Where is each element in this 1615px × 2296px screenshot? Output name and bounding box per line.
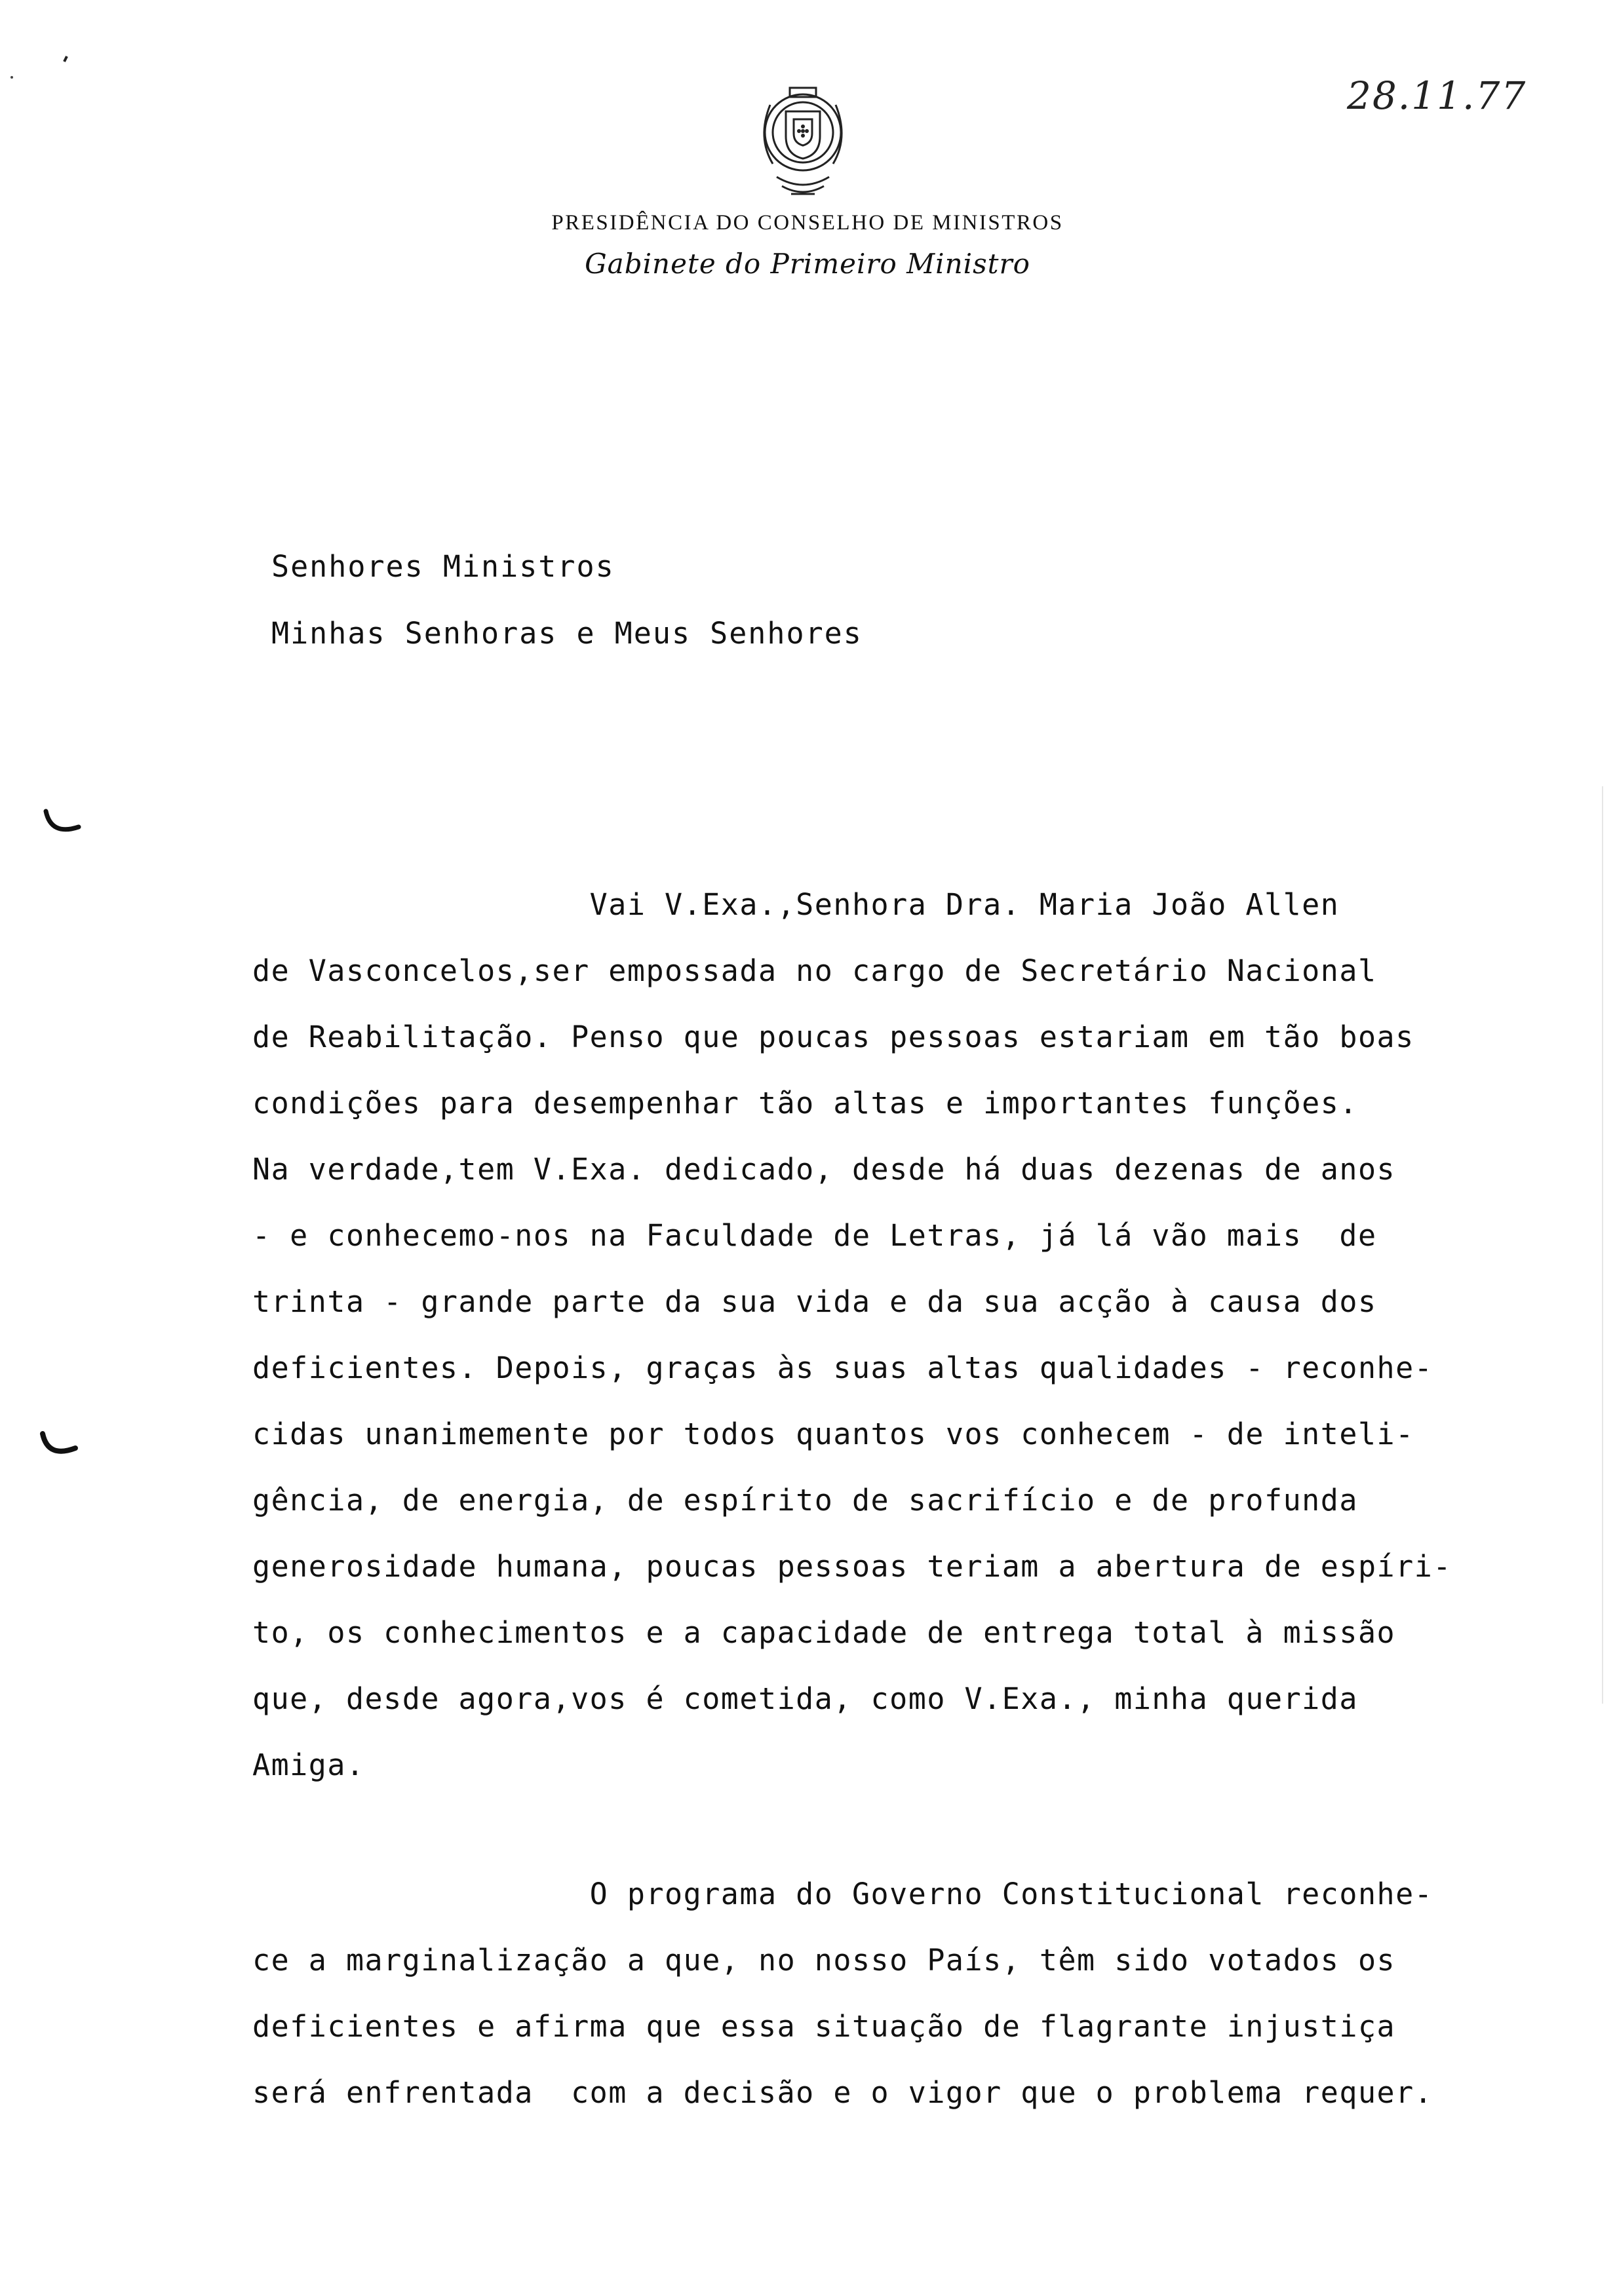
text-line: O programa do Governo Constitucional reconhe- xyxy=(252,1877,1433,1911)
text-line: to, os conhecimentos e a capacidade de entrega total à missão xyxy=(252,1615,1396,1650)
text-line: deficientes. Depois, graças às suas altas qualidades - reconhe- xyxy=(252,1350,1433,1385)
text-line: será enfrentada com a decisão e o vigor que o problema requer. xyxy=(252,2075,1433,2110)
handwritten-date: 28.11.77 xyxy=(1347,73,1527,118)
text-line: generosidade humana, poucas pessoas teriam a abertura de espíri- xyxy=(252,1549,1452,1584)
body-paragraph xyxy=(252,871,1452,1798)
text-line: ce a marginalização a que, no nosso País, têm sido votados os xyxy=(252,1943,1396,1978)
text-line: que, desde agora,vos é cometida, como V.Exa., minha querida xyxy=(252,1681,1358,1716)
office-subheading: Gabinete do Primeiro Ministro xyxy=(585,248,1030,280)
text-line: trinta - grande parte da sua vida e da sua acção à causa dos xyxy=(252,1284,1377,1319)
text-line: cidas unanimemente por todos quantos vos conhecem - de inteli- xyxy=(252,1417,1414,1451)
text-line: Na verdade,tem V.Exa. dedicado, desde há duas dezenas de anos xyxy=(252,1152,1396,1187)
body-paragraph xyxy=(252,1861,1433,2126)
text-line: condições para desempenhar tão altas e importantes funções. xyxy=(252,1086,1358,1120)
coat-of-arms-icon xyxy=(744,79,862,210)
hole-punch-mark xyxy=(36,1428,88,1468)
salutation-line: Minhas Senhoras e Meus Senhores xyxy=(271,616,863,651)
scan-speck xyxy=(0,52,79,92)
text-line: gência, de energia, de espírito de sacrifício e de profunda xyxy=(252,1483,1358,1518)
organization-heading: PRESIDÊNCIA DO CONSELHO DE MINISTROS xyxy=(551,211,1064,235)
hole-punch-mark xyxy=(39,806,92,845)
text-line: de Reabilitação. Penso que poucas pessoas estariam em tão boas xyxy=(252,1020,1414,1054)
text-line: Amiga. xyxy=(252,1748,365,1782)
text-line: deficientes e afirma que essa situação de flagrante injustiça xyxy=(252,2009,1396,2044)
scan-edge-line xyxy=(1599,786,1606,1704)
text-line: Vai V.Exa.,Senhora Dra. Maria João Allen xyxy=(252,887,1340,922)
text-line: - e conhecemo-nos na Faculdade de Letras, já lá vão mais de xyxy=(252,1218,1377,1253)
salutation-line: Senhores Ministros xyxy=(271,549,615,584)
text-line: de Vasconcelos,ser empossada no cargo de Secretário Nacional xyxy=(252,953,1377,988)
